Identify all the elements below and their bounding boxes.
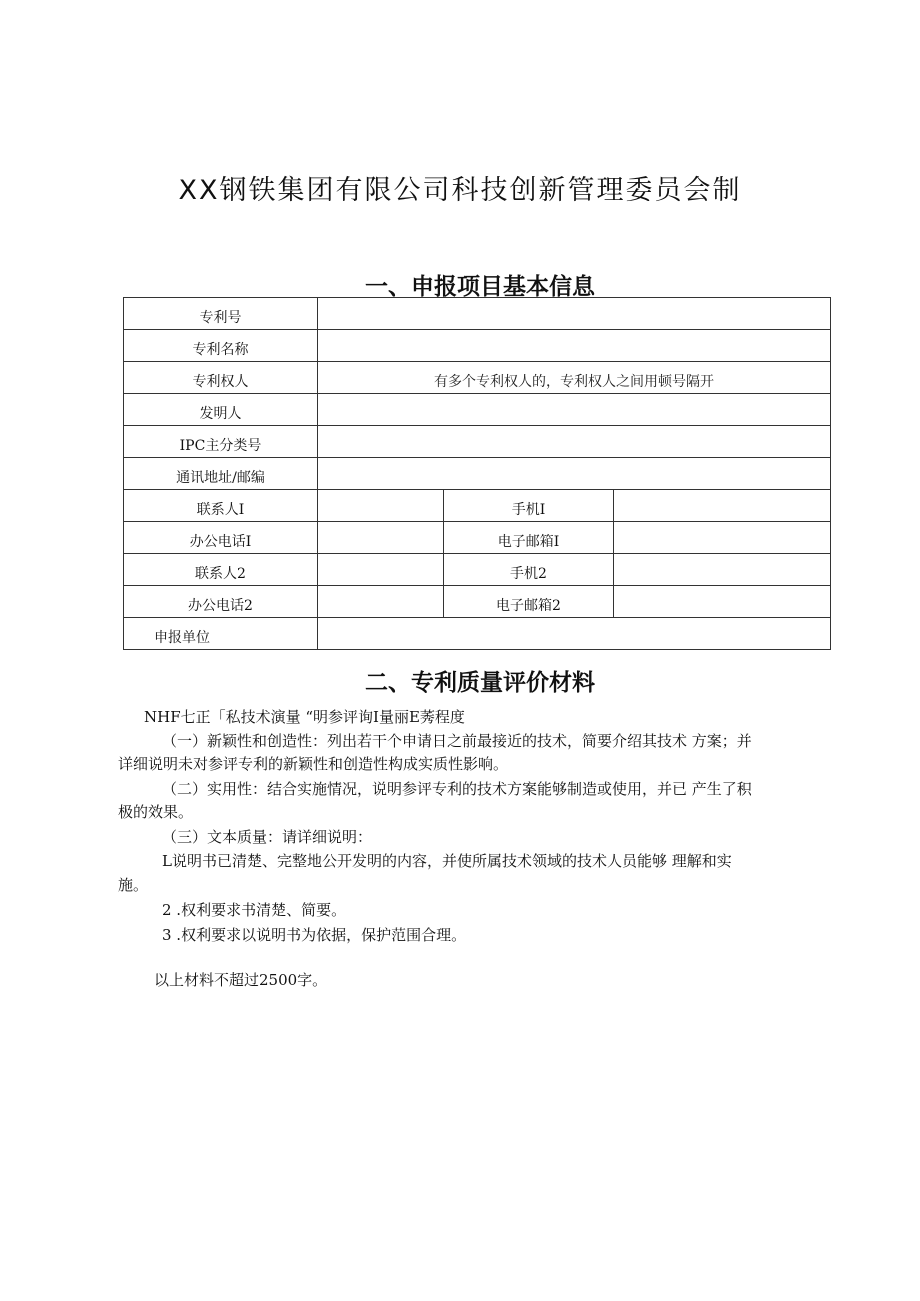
field-contact2[interactable] [318, 554, 444, 586]
quality-material-body [118, 706, 838, 996]
section-heading-basic-info: 一、申报项目基本信息 [365, 274, 595, 300]
item2-line1: （二）实用性：结合实施情况，说明参评专利的技术方案能够制造或使用，并已 产生了积 [162, 780, 752, 798]
label-patent-name: 专利名称 [124, 330, 318, 362]
table-row [124, 394, 831, 426]
sub1-line2: 施。 [118, 876, 149, 894]
section-heading-quality: 二、专利质量评价材料 [365, 670, 595, 696]
sub1-line1: L说明书已清楚、完整地公开发明的内容，并使所属技术领域的技术人员能够 理解和实 [162, 852, 732, 870]
field-email2[interactable] [614, 586, 831, 618]
field-mobile2[interactable] [614, 554, 831, 586]
item2-line2: 极的效果。 [118, 803, 194, 821]
label-email2: 电子邮箱2 [444, 586, 614, 618]
table-row [124, 330, 831, 362]
label-patentee: 专利权人 [124, 362, 318, 394]
field-ipc[interactable] [318, 426, 831, 458]
field-patentee[interactable]: 有多个专利权人的，专利权人之间用顿号隔开 [318, 362, 831, 394]
item3-line: （三）文本质量：请详细说明： [162, 828, 373, 846]
table-row [124, 586, 831, 618]
basic-info-table [123, 297, 831, 650]
table-row [124, 426, 831, 458]
word-limit-note: 以上材料不超过2500字。 [154, 971, 328, 989]
table-row [124, 362, 831, 394]
label-mobile2: 手机2 [444, 554, 614, 586]
field-address[interactable] [318, 458, 831, 490]
table-row [124, 298, 831, 330]
table-row [124, 458, 831, 490]
table-row [124, 490, 831, 522]
table-row [124, 522, 831, 554]
table-row [124, 554, 831, 586]
field-mobile1[interactable] [614, 490, 831, 522]
label-phone2: 办公电话2 [124, 586, 318, 618]
field-email1[interactable] [614, 522, 831, 554]
sub3-line: 3 .权利要求以说明书为依据，保护范围合理。 [162, 926, 467, 944]
label-phone1: 办公电话I [124, 522, 318, 554]
document-title: XX钢铁集团有限公司科技创新管理委员会制 [178, 175, 742, 206]
label-contact2: 联系人2 [124, 554, 318, 586]
field-patent-no[interactable] [318, 298, 831, 330]
intro-line: NHF七正「私技术演量 “明参评询I量丽E莠程度 [144, 708, 465, 726]
field-phone2[interactable] [318, 586, 444, 618]
item1-line1: （一）新颖性和创造性：列出若干个申请日之前最接近的技术，简要介绍其技术 方案；并 [162, 732, 752, 750]
label-inventor: 发明人 [124, 394, 318, 426]
sub2-line: 2 .权利要求书清楚、简要。 [162, 901, 347, 919]
label-email1: 电子邮箱I [444, 522, 614, 554]
field-patent-name[interactable] [318, 330, 831, 362]
item1-line2: 详细说明未对参评专利的新颖性和创造性构成实质性影响。 [118, 755, 509, 773]
label-unit: 申报单位 [124, 618, 318, 650]
label-contact1: 联系人I [124, 490, 318, 522]
table-row [124, 618, 831, 650]
label-ipc: IPC主分类号 [124, 426, 318, 458]
field-inventor[interactable] [318, 394, 831, 426]
field-phone1[interactable] [318, 522, 444, 554]
label-address: 通讯地址/邮编 [124, 458, 318, 490]
field-contact1[interactable] [318, 490, 444, 522]
label-patent-no: 专利号 [124, 298, 318, 330]
field-unit[interactable] [318, 618, 831, 650]
label-mobile1: 手机I [444, 490, 614, 522]
